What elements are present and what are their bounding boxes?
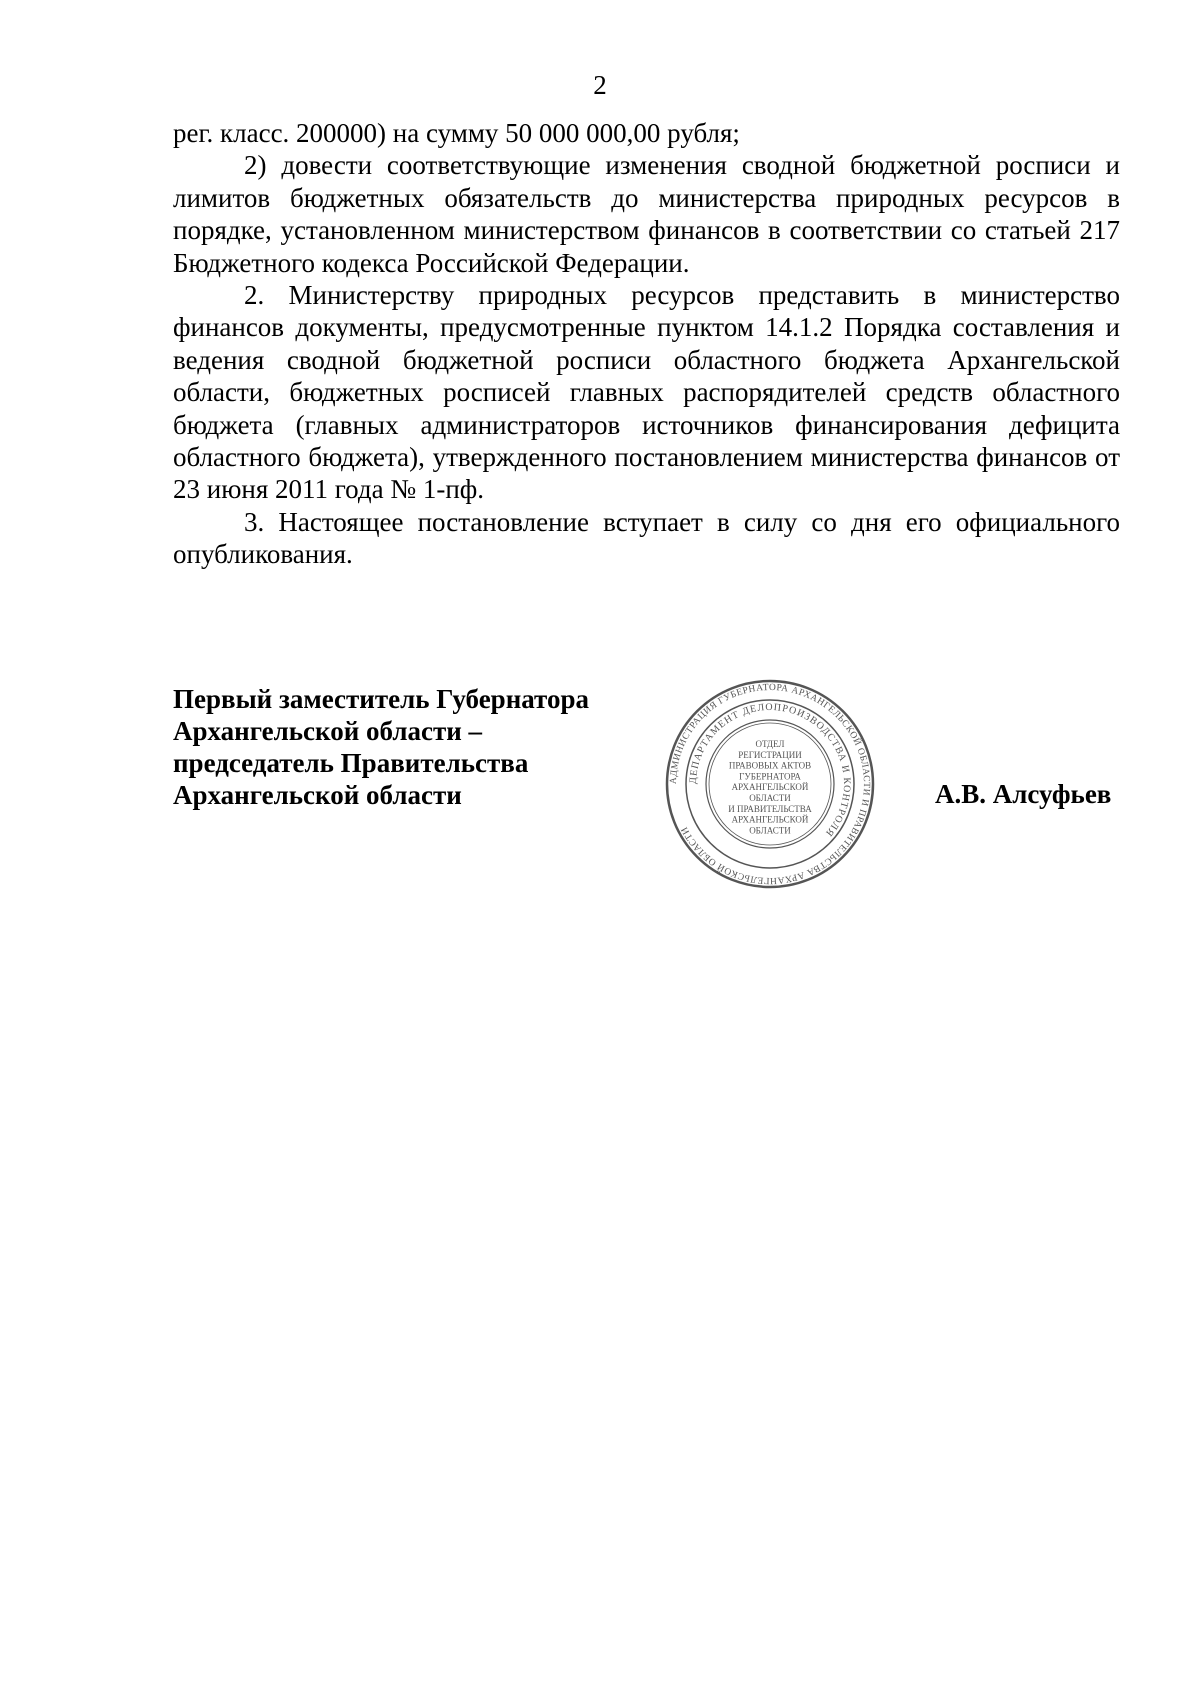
page-number: 2 [593, 70, 607, 100]
seal-center-line: РЕГИСТРАЦИИ [738, 749, 802, 760]
paragraph-point-3: 3. Настоящее постановление вступает в силу со дня его официального опубликования. [173, 506, 1120, 570]
signatory-position-line: Архангельской области – [173, 716, 483, 746]
signer-name: А.В. Алсуфьев [935, 779, 1112, 809]
body-text [173, 117, 1120, 571]
seal-center-line: ПРАВОВЫХ АКТОВ [728, 760, 812, 771]
seal-center-line: ГУБЕРНАТОРА [739, 771, 801, 782]
seal-center-line: ОБЛАСТИ [749, 793, 791, 803]
signatory-position-line: председатель Правительства [173, 748, 529, 778]
seal-center-line: ОТДЕЛ [755, 739, 785, 749]
official-seal [665, 679, 875, 889]
seal-inner-ring-text: ДЕПАРТАМЕНТ ДЕЛОПРОИЗВОДСТВА И КОНТРОЛЯ [687, 701, 853, 839]
seal-center-line: И ПРАВИТЕЛЬСТВА [728, 803, 812, 814]
seal-center-text [728, 739, 812, 835]
paragraph-item-2: 2) довести соответствующие изменения сводной бюджетной росписи и лимитов бюджетных обязательств до министерства природных ресурсов в порядке, установленном министерством финансов в соответствии со статьей 217 Бюджетного кодекса Российской Федерации. [173, 150, 1120, 278]
signatory-position [173, 683, 589, 811]
seal-outer-ring-text: АДМИНИСТРАЦИЯ ГУБЕРНАТОРА АРХАНГЕЛЬСКОЙ ОБЛАСТИ И ПРАВИТЕЛЬСТВА АРХАНГЕЛЬСКОЙ ОБЛАСТИ [668, 682, 872, 886]
seal-center-line: АРХАНГЕЛЬСКОЙ [731, 814, 809, 825]
seal-center-line: АРХАНГЕЛЬСКОЙ [731, 782, 809, 793]
seal-center-line: ОБЛАСТИ [749, 825, 791, 836]
signatory-position-line: Первый заместитель Губернатора [173, 684, 589, 714]
signatory-position-line: Архангельской области [173, 780, 462, 810]
paragraph-continuation: рег. класс. 200000) на сумму 50 000 000,00 рубля; [173, 118, 740, 148]
paragraph-point-2: 2. Министерству природных ресурсов представить в министерство финансов документы, предусмотренные пунктом 14.1.2 Порядка составления и ведения сводной бюджетной росписи областного бюджета Архангельской области, бюджетных росписей главных распорядителей средств областного бюджета (главных администраторов источников финансирования дефицита областного бюджета), утвержденного постановлением министерства финансов от 23 июня 2011 года № 1-пф. [173, 280, 1120, 505]
